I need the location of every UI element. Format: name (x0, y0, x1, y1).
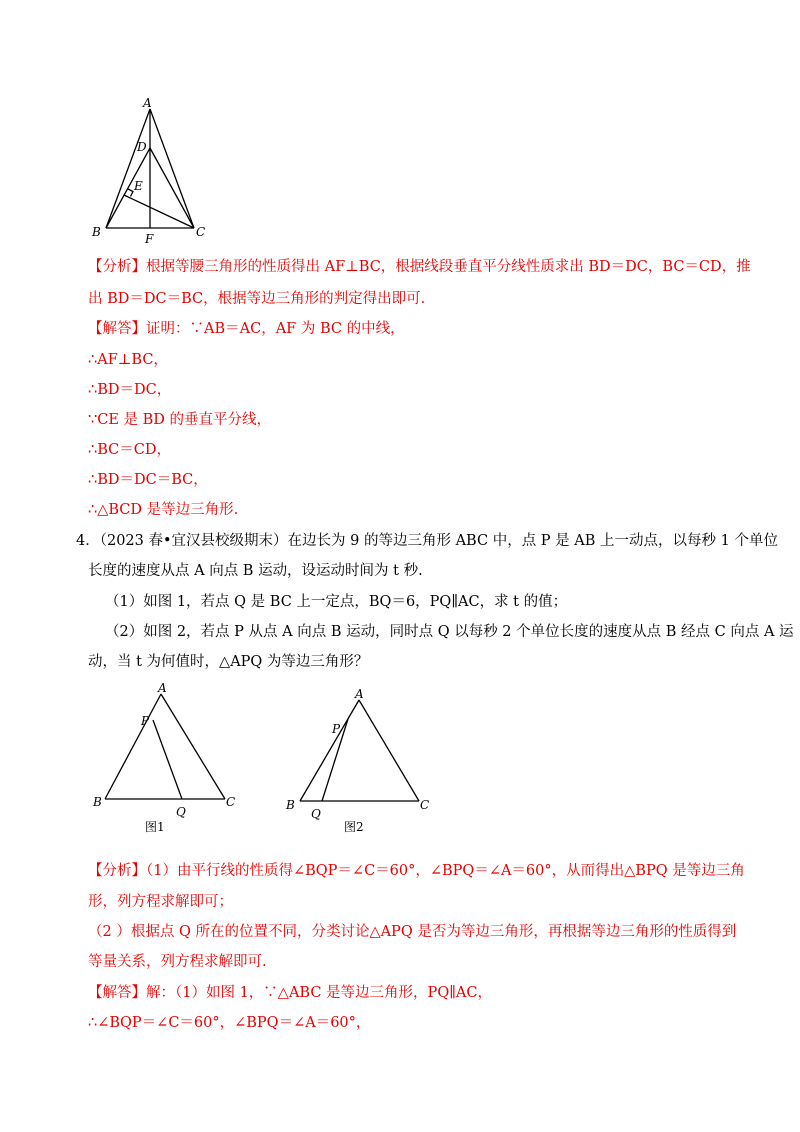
analysis-4-line1: 【分析】（1）由平行线的性质得∠BQP＝∠C＝60°，∠BPQ＝∠A＝60°，从而得出△BPQ 是等边三角 (88, 863, 745, 879)
question-4-part1: （1）如图 1，若点 Q 是 BC 上一定点，BQ＝6，PQ∥AC，求 t 的值； (105, 594, 568, 610)
answer-4-line2: ∴∠BQP＝∠C＝60°，∠BPQ＝∠A＝60°， (88, 1015, 371, 1031)
question-4-line1: 4．（2023 春•宜汉县校级期末）在边长为 9 的等边三角形 ABC 中，点 P 是 AB 上一动点，以每秒 1 个单位 (76, 533, 778, 549)
answer-3-step6: ∴△BCD 是等边三角形. (88, 502, 239, 518)
question-4-line2: 长度的速度从点 A 向点 B 运动，设运动时间为 t 秒. (88, 563, 423, 579)
fig1-caption: 图1 (145, 820, 165, 834)
analysis-4-line2: 形，列方程求解即可； (88, 894, 233, 910)
fig1-label-P: P (141, 714, 150, 728)
figure-isosceles-triangle (88, 95, 228, 245)
figure-2 (282, 685, 452, 845)
answer-3-step4: ∴BC＝CD， (88, 442, 171, 458)
answer-3-step3: ∵CE 是 BD 的垂直平分线， (88, 412, 272, 428)
fig2-label-B: B (286, 798, 295, 812)
fig2-label-Q: Q (311, 807, 321, 821)
label-A: A (143, 96, 152, 110)
fig1-label-B: B (93, 795, 102, 809)
answer-4-line1: 【解答】解：（1）如图 1，∵△ABC 是等边三角形，PQ∥AC， (88, 985, 492, 1001)
fig2-label-A: A (355, 687, 364, 701)
label-B: B (92, 225, 101, 239)
label-E: E (134, 179, 143, 193)
fig2-label-C: C (420, 798, 430, 812)
fig2-caption: 图2 (344, 820, 364, 834)
analysis-4-line3: （2 ）根据点 Q 所在的位置不同，分类讨论△APQ 是否为等边三角形，再根据等边三角形的性质得到 (88, 924, 737, 940)
fig1-label-C: C (226, 795, 236, 809)
label-C: C (196, 225, 206, 239)
label-D: D (137, 140, 147, 154)
figure-1 (88, 680, 258, 840)
fig1-label-A: A (158, 681, 167, 695)
answer-3-step1: ∴AF⊥BC， (88, 352, 168, 368)
figure-isosceles-triangle-svg (88, 95, 228, 245)
analysis-3-line2: 出 BD＝DC＝BC，根据等边三角形的判定得出即可. (88, 291, 426, 307)
analysis-3-line1: 【分析】根据等腰三角形的性质得出 AF⊥BC，根据线段垂直平分线性质求出 BD＝DC，BC＝CD，推 (88, 259, 751, 275)
figure-2-svg (282, 685, 452, 845)
answer-3-step5: ∴BD＝DC＝BC， (88, 472, 208, 488)
answer-3-step2: ∴BD＝DC， (88, 382, 172, 398)
analysis-4-line4: 等量关系，列方程求解即可. (88, 954, 267, 970)
fig1-label-Q: Q (176, 805, 186, 819)
question-4-part2-line1: （2）如图 2，若点 P 从点 A 向点 B 运动，同时点 Q 以每秒 2 个单位长度的速度从点 B 经点 C 向点 A 运 (105, 624, 794, 640)
figure-1-svg (88, 680, 258, 840)
fig2-label-P: P (332, 722, 341, 736)
label-F: F (145, 232, 154, 246)
question-4-part2-line2: 动，当 t 为何值时，△APQ 为等边三角形？ (88, 654, 369, 670)
answer-3-line1: 【解答】证明：∵AB＝AC，AF 为 BC 的中线， (88, 321, 405, 337)
